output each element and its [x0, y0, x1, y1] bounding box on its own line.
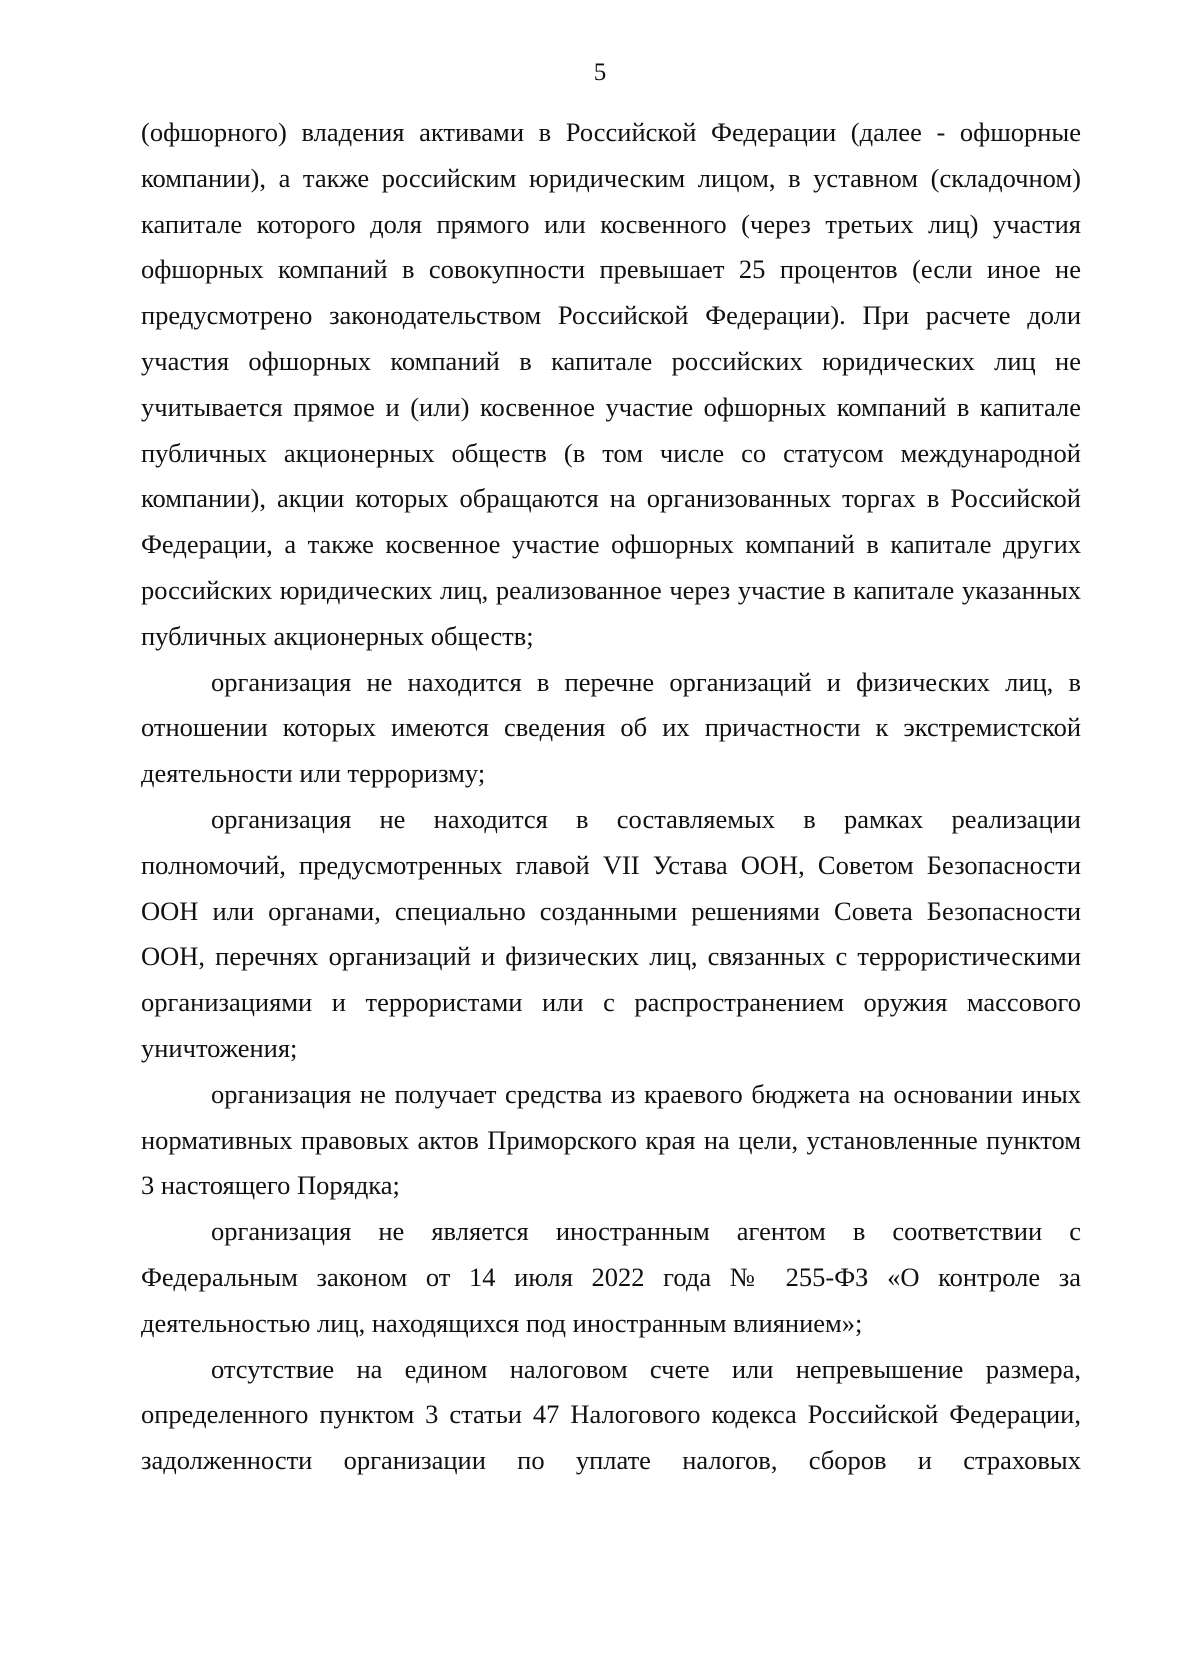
page-number: 5: [593, 59, 607, 86]
paragraph-un-sanctions-list: организация не находится в составляемых в рамках реализации полномочий, предусмотренных главой VII Устава ООН, Советом Безопасности ООН или органами, специально созданными решениями Совета Безопасности ООН, перечнях организаций и физических лиц, связанных с террористическими организациями и террористами или с распространением оружия массового уничтожения;: [141, 803, 1081, 1063]
paragraph-foreign-agent: организация не является иностранным агентом в соответствии с Федеральным законом от 14 июля 2022 года № 255-ФЗ «О контроле за деятельностью лиц, находящихся под иностранным влиянием»;: [141, 1216, 1081, 1338]
document-body: [141, 110, 1081, 1484]
paragraph-tax-debt: отсутствие на едином налоговом счете или непревышение размера, определенного пунктом 3 статьи 47 Налогового кодекса Российской Федерации, задолженности организации по уплате налогов, сборов и страховых: [141, 1353, 1081, 1476]
paragraph-extremism-list: организация не находится в перечне организаций и физических лиц, в отношении которых имеются сведения об их причастности к экстремистской деятельности или терроризму;: [141, 666, 1081, 789]
paragraph-regional-budget: организация не получает средства из краевого бюджета на основании иных нормативных правовых актов Приморского края на цели, установленные пунктом 3 настоящего Порядка;: [141, 1078, 1081, 1201]
paragraph-offshore-continuation: (офшорного) владения активами в Российской Федерации (далее - офшорные компании), а также российским юридическим лицом, в уставном (складочном) капитале которого доля прямого или косвенного (через третьих лиц) участия офшорных компаний в совокупности превышает 25 процентов (если иное не предусмотрено законодательством Российской Федерации). При расчете доли участия офшорных компаний в капитале российских юридических лиц не учитывается прямое и (или) косвенное участие офшорных компаний в капитале публичных акционерных обществ (в том числе со статусом международной компании), акции которых обращаются на организованных торгах в Российской Федерации, а также косвенное участие офшорных компаний в капитале других российских юридических лиц, реализованное через участие в капитале указанных публичных акционерных обществ;: [141, 117, 1081, 651]
